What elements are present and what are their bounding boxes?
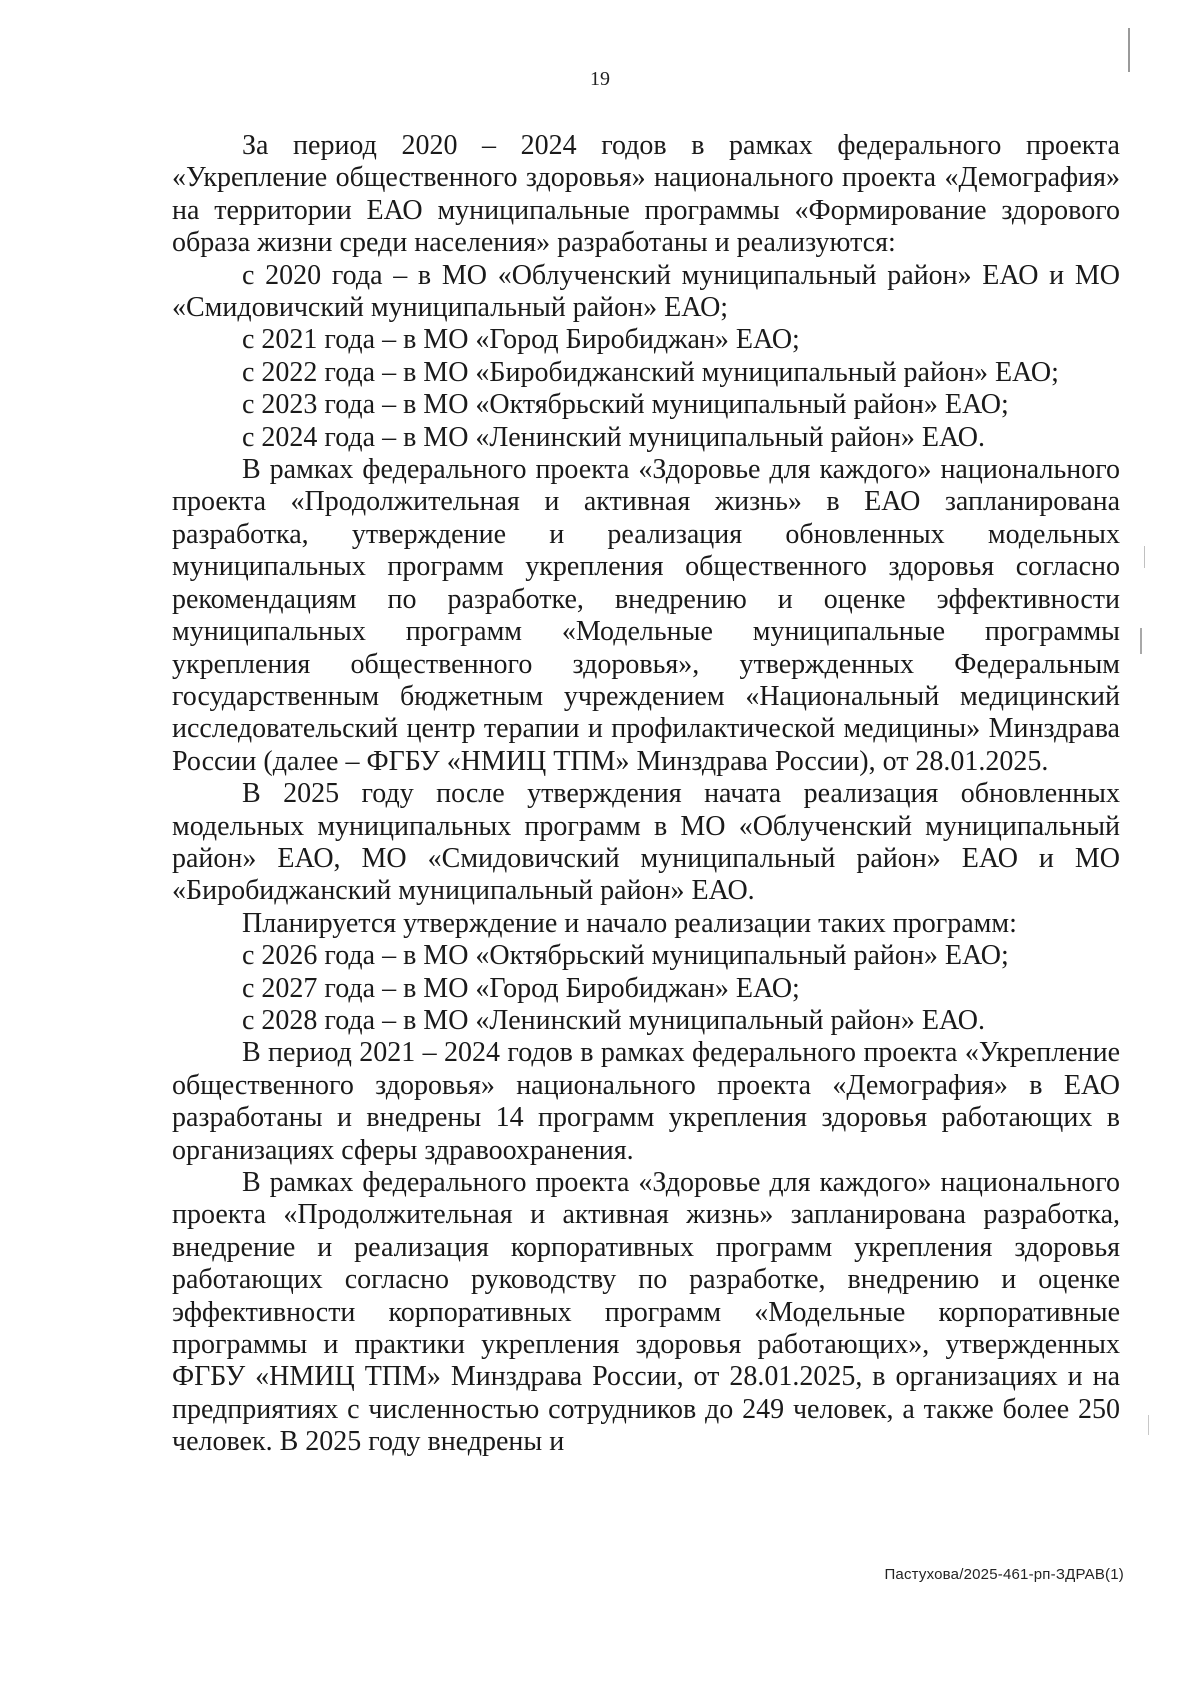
paragraph: В рамках федерального проекта «Здоровье для каждого» национального проекта «Продолжительная и активная жизнь» в ЕАО запланирована разработка, утверждение и реализация обновленных модельных муниципальных программ укрепления общественного здоровья согласно рекомендациям по разработке, внедрению и оценке эффективности муниципальных программ «Модельные муниципальные программы укрепления общественного здоровья», утвержденных Федеральным государственным бюджетным учреждением «Национальный медицинский исследовательский центр терапии и профилактической медицины» Минздрава России (далее – ФГБУ «НМИЦ ТПМ» Минздрава России), от 28.01.2025. (172, 454, 1120, 777)
paragraph: с 2022 года – в МО «Биробиджанский муниципальный район» ЕАО; (242, 356, 1059, 388)
scan-artifact-mark (1140, 628, 1142, 654)
paragraph: с 2020 года – в МО «Облученский муниципальный район» ЕАО и МО «Смидовичский муниципальный район» ЕАО; (172, 259, 1120, 324)
page-number: 19 (590, 68, 610, 90)
paragraph: За период 2020 – 2024 годов в рамках федерального проекта «Укрепление общественного здоровья» национального проекта «Демография» на территории ЕАО муниципальные программы «Формирование здорового образа жизни среди населения» разработаны и реализуются: (172, 130, 1120, 259)
document-registration-code: Пастухова/2025-461-рп-ЗДРАВ(1) (884, 1566, 1124, 1583)
paragraph: В рамках федерального проекта «Здоровье для каждого» национального проекта «Продолжительная и активная жизнь» запланирована разработка, внедрение и реализация корпоративных программ укрепления здоровья работающих согласно руководству по разработке, внедрению и оценке эффективности корпоративных программ «Модельные корпоративные программы и практики укрепления здоровья работающих», утвержденных ФГБУ «НМИЦ ТПМ» Минздрава России, от 28.01.2025, в организациях и на предприятиях с численностью сотрудников до 249 человек, а также более 250 человек. В 2025 году внедрены и (172, 1167, 1120, 1458)
paragraph: с 2026 года – в МО «Октябрьский муниципальный район» ЕАО; (242, 940, 1009, 972)
document-body (172, 130, 1120, 1459)
paragraph: Планируется утверждение и начало реализации таких программ: (242, 907, 1017, 939)
paragraph: с 2027 года – в МО «Город Биробиджан» ЕАО; (242, 972, 800, 1004)
paragraph: с 2023 года – в МО «Октябрьский муниципальный район» ЕАО; (242, 389, 1009, 421)
paragraph: с 2021 года – в МО «Город Биробиджан» ЕАО; (242, 324, 800, 356)
scan-artifact-mark (1144, 546, 1145, 568)
paragraph: В период 2021 – 2024 годов в рамках федерального проекта «Укрепление общественного здоровья» национального проекта «Демография» в ЕАО разработаны и внедрены 14 программ укрепления здоровья работающих в организациях сферы здравоохранения. (172, 1037, 1120, 1166)
scan-artifact-mark (1128, 28, 1130, 72)
paragraph: В 2025 году после утверждения начата реализация обновленных модельных муниципальных программ в МО «Облученский муниципальный район» ЕАО, МО «Смидовичский муниципальный район» ЕАО и МО «Биробиджанский муниципальный район» ЕАО. (172, 778, 1120, 907)
paragraph: с 2024 года – в МО «Ленинский муниципальный район» ЕАО. (242, 421, 985, 453)
scan-artifact-mark (1148, 1415, 1149, 1435)
paragraph: с 2028 года – в МО «Ленинский муниципальный район» ЕАО. (242, 1004, 985, 1036)
